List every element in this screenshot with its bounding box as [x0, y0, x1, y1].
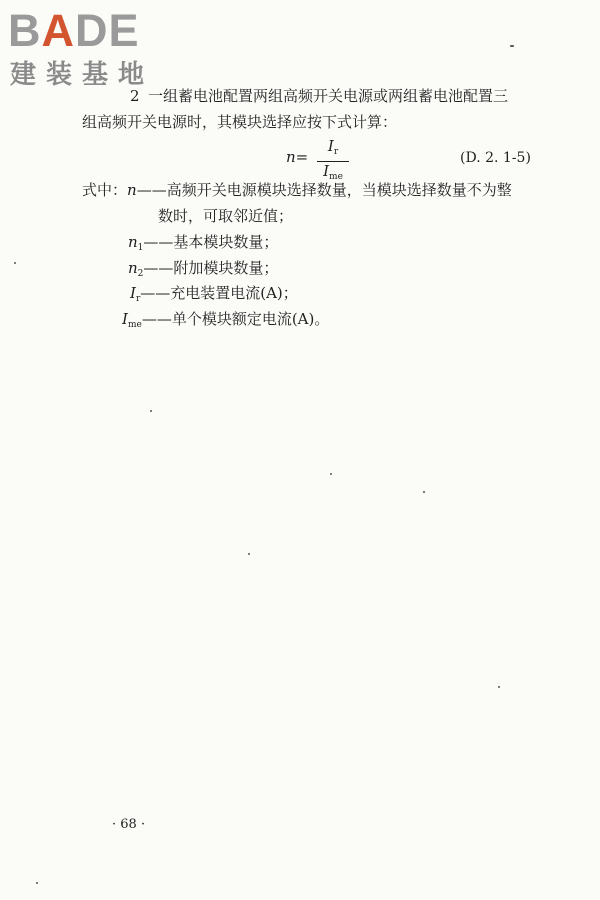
definition-n2: $n_2——$附加模块数量；	[128, 259, 279, 279]
definition-n1: $n_1——$基本模块数量；	[128, 233, 279, 253]
formula-lhs: n=	[286, 148, 309, 166]
clause-line-2: 组高频开关电源时，其模块选择应按下式计算：	[82, 113, 398, 131]
scan-speck	[423, 491, 425, 493]
logo-subtitle: 建装基地	[10, 60, 155, 90]
clause-number: 2	[130, 87, 140, 105]
scan-speck	[36, 882, 38, 884]
definition-ir: $I_r——$充电装置电流(A)；	[130, 284, 298, 304]
logo-letter-a-accent: A	[41, 5, 75, 56]
definition-symbol: n	[127, 181, 137, 199]
clause-line-1: 一组蓄电池配置两组高频开关电源或两组蓄电池配置三	[148, 87, 509, 105]
scan-speck	[510, 45, 514, 47]
formula-numerator: $I_r$	[327, 137, 339, 157]
definition-text: ——高频开关电源模块选择数量，当模块选择数量不为整	[136, 181, 512, 199]
formula-denominator: $I_{me}$	[323, 162, 343, 182]
scan-speck	[150, 410, 152, 412]
logo-letter-b: B	[8, 5, 42, 56]
scan-speck	[248, 553, 250, 555]
definitions-intro: 式中：n——高频开关电源模块选择数量，当模块选择数量不为整	[82, 181, 512, 199]
logo-wordmark	[8, 6, 140, 56]
definition-ime: $I_{me}——$单个模块额定电流(A)。	[122, 310, 330, 330]
equation-number: (D. 2. 1-5)	[460, 150, 531, 166]
logo-letters-de: DE	[75, 5, 140, 56]
scan-speck	[14, 262, 16, 264]
definition-continuation: 数时，可取邻近值；	[158, 207, 294, 225]
formula-fraction	[317, 138, 349, 185]
fraction-bar	[317, 161, 349, 162]
scan-speck	[330, 473, 332, 475]
page-number: · 68 ·	[112, 817, 146, 832]
scan-speck	[498, 686, 500, 688]
logo	[8, 6, 176, 94]
